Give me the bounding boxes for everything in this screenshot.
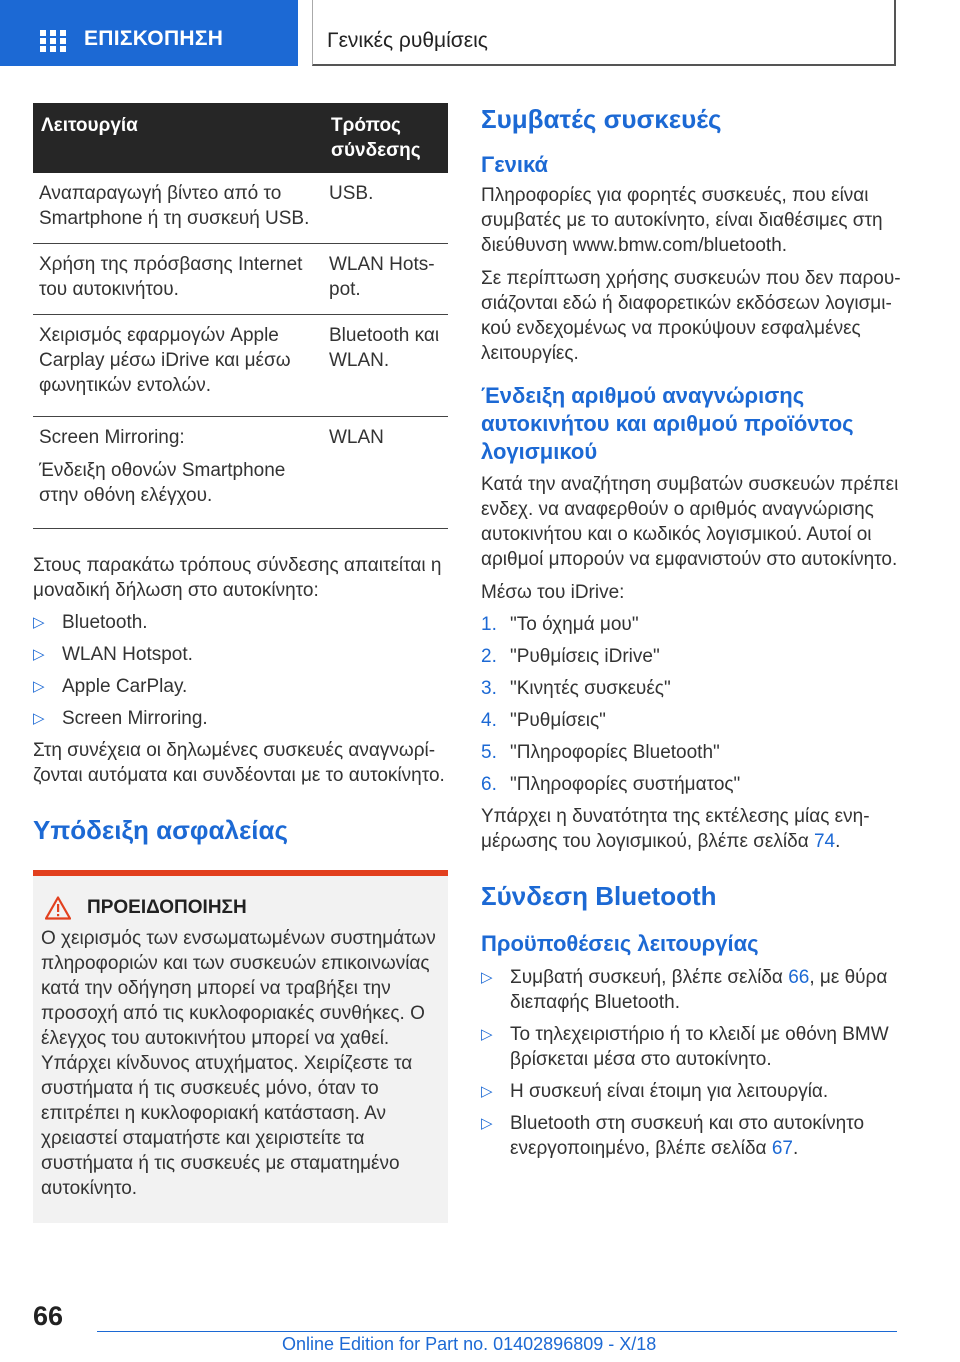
table-cell: Χειρισμός εφαρμογών Apple Carplay μέσω iDrive και μέσω φωνητικών εντολών. (39, 325, 291, 396)
triangle-right-icon: ▷ (481, 969, 493, 986)
table-cell: WLAN Hotspot. (329, 254, 435, 300)
triangle-right-icon: ▷ (33, 614, 45, 631)
connection-list (33, 610, 448, 731)
list-item: ▷ Η συσκευή είναι έτοιμη για λειτουργία. (481, 1081, 829, 1102)
table-cell: Screen Mirroring: (39, 427, 185, 448)
compatible-devices-heading: Συμβατές συσκευές (481, 104, 722, 134)
prerequisites-list (481, 965, 901, 1161)
general-paragraph-2: Σε περίπτωση χρήσης συσκευών που δεν παρουσιάζονται εδώ ή διαφορετικών εκδόσεων λογισμικού ενδεχομένως να προκύψουν εσφαλμένες λειτουργίες. (481, 268, 901, 364)
triangle-right-icon: ▷ (33, 678, 45, 695)
page-link[interactable]: 67 (771, 1138, 793, 1159)
via-idrive-text: Μέσω του iDrive: (481, 582, 625, 603)
list-item: 6. "Πληροφορίες συστήματος" (481, 774, 741, 795)
list-item: ▷ Screen Mirroring. (33, 708, 208, 729)
list-item: 5. "Πληροφορίες Bluetooth" (481, 742, 720, 763)
list-item: 1. "Το όχημά μου" (481, 614, 639, 635)
table-cell: Bluetooth και WLAN. (329, 325, 440, 371)
overview-tab[interactable] (0, 0, 298, 66)
table-row (33, 173, 448, 244)
triangle-right-icon: ▷ (33, 710, 45, 727)
warning-box (33, 870, 448, 1223)
list-item: 2. "Ρυθμίσεις iDrive" (481, 646, 660, 667)
table-row (33, 417, 448, 529)
warning-triangle-icon (45, 896, 71, 920)
footer-divider (97, 1331, 897, 1332)
table-row (33, 315, 448, 417)
warning-text: Ο χειρισμός των ενσωματωμένων συστημάτων πληροφοριών και των συσκευών επικοινωνίας κατά την οδήγηση μπορεί να τραβήξει την προσοχή από τις κυκλοφοριακές συνθήκες. Ο έλεγχος του αυτοκινήτου μπορεί να χαθεί. Υπάρχει κίνδυνος ατυχήματος. Χειρίζεστε τα συστήματα ή τις συσκευές μόνο, όταν το επιτρέπει η κυκλοφοριακή κατάσταση. Αν χρειαστεί σταματήστε και χειριστείτε τα συστήματα ή τις συσκευές με σταματημένο αυτοκίνητο. (41, 928, 436, 1199)
grid-icon (40, 30, 66, 52)
section-header[interactable] (312, 0, 896, 66)
after-list-text: Στη συνέχεια οι δηλωμένες συσκευές αναγνωρίζονται αυτόματα και συνδέονται με το αυτοκίνητο. (33, 740, 445, 786)
list-item: ▷ Bluetooth. (33, 612, 148, 633)
prerequisites-heading: Προϋποθέσεις λειτουργίας (481, 931, 759, 956)
intro-text: Στους παρακάτω τρόπους σύνδεσης απαιτείται η μοναδική δήλωση στο αυτοκίνητο: (33, 555, 442, 601)
page-link[interactable]: 66 (788, 967, 810, 988)
connection-table (33, 103, 448, 529)
list-item: ▷ WLAN Hotspot. (33, 644, 193, 665)
table-row (33, 244, 448, 315)
bluetooth-heading: Σύνδεση Bluetooth (481, 881, 717, 911)
list-item: 4. "Ρυθμίσεις" (481, 710, 606, 731)
update-text: Υπάρχει η δυνατότητα της εκτέλεσης μίας ενημέρωσης του λογισμικού, βλέπε σελίδα 74. (481, 806, 870, 852)
left-column (33, 103, 448, 1223)
id-heading: Ένδειξη αριθμού αναγνώρισης αυτοκινήτου και αριθμού προϊόντος λογισμικού (481, 383, 854, 464)
general-heading: Γενικά (481, 152, 549, 177)
list-item: ▷ Apple CarPlay. (33, 676, 188, 697)
page-number: 66 (33, 1301, 64, 1331)
table-cell: Αναπαραγωγή βίντεο από το Smartphone ή τη συσκευή USB. (39, 183, 310, 229)
list-item: ▷ Το τηλεχειριστήριο ή το κλειδί με οθόνη BMW βρίσκεται μέσα στο αυτοκίνητο. (481, 1024, 889, 1070)
list-item: ▷ Bluetooth στη συσκευή και στο αυτοκίνητο ενεργοποιημένο, βλέπε σελίδα 67. (481, 1113, 865, 1159)
triangle-right-icon: ▷ (33, 646, 45, 663)
triangle-right-icon: ▷ (481, 1115, 493, 1132)
warning-title: ΠΡΟΕΙΔΟΠΟΙΗΣΗ (87, 897, 247, 918)
table-header-connection: Τρόπος σύνδεσης (323, 103, 448, 173)
general-paragraph-1: Πληροφορίες για φορητές συσκευές, που είναι συμβατές με το αυτοκίνητο, είναι διαθέσιμες στη διεύθυνση www.bmw.com/bluetooth. (481, 185, 883, 256)
table-header-function: Λειτουργία (33, 103, 323, 173)
table-cell: WLAN (329, 427, 384, 448)
id-paragraph: Κατά την αναζήτηση συμβατών συσκευών πρέπει ενδεχ. να αναφερθούν ο αριθμός αναγνώρισης αυτοκινήτου και ο κωδικός λογισμικού. Αυτοί οι αριθμοί μπορούν να εμφανιστούν στο αυτοκίνητο. (481, 474, 899, 570)
list-item: 3. "Κινητές συσκευές" (481, 678, 671, 699)
right-column (481, 103, 901, 1161)
list-item: ▷ Συμβατή συσκευή, βλέπε σελίδα 66, με θύρα διεπαφής Bluetooth. (481, 967, 888, 1013)
safety-heading: Υπόδειξη ασφαλείας (33, 815, 289, 845)
idrive-steps (481, 612, 901, 797)
page-link[interactable]: 74 (813, 831, 836, 852)
table-cell: Χρήση της πρόσβασης Internet του αυτοκινήτου. (39, 254, 303, 300)
table-cell: Ένδειξη οθονών Smartphone στην οθόνη ελέγχου. (39, 460, 286, 506)
overview-label: ΕΠΙΣΚΟΠΗΣΗ (84, 27, 224, 50)
section-title: Γενικές ρυθμίσεις (327, 29, 488, 52)
table-cell: USB. (329, 183, 374, 204)
triangle-right-icon: ▷ (481, 1083, 493, 1100)
edition-text[interactable]: Online Edition for Part no. 01402896809 - X/18 (282, 1334, 657, 1354)
triangle-right-icon: ▷ (481, 1026, 493, 1043)
